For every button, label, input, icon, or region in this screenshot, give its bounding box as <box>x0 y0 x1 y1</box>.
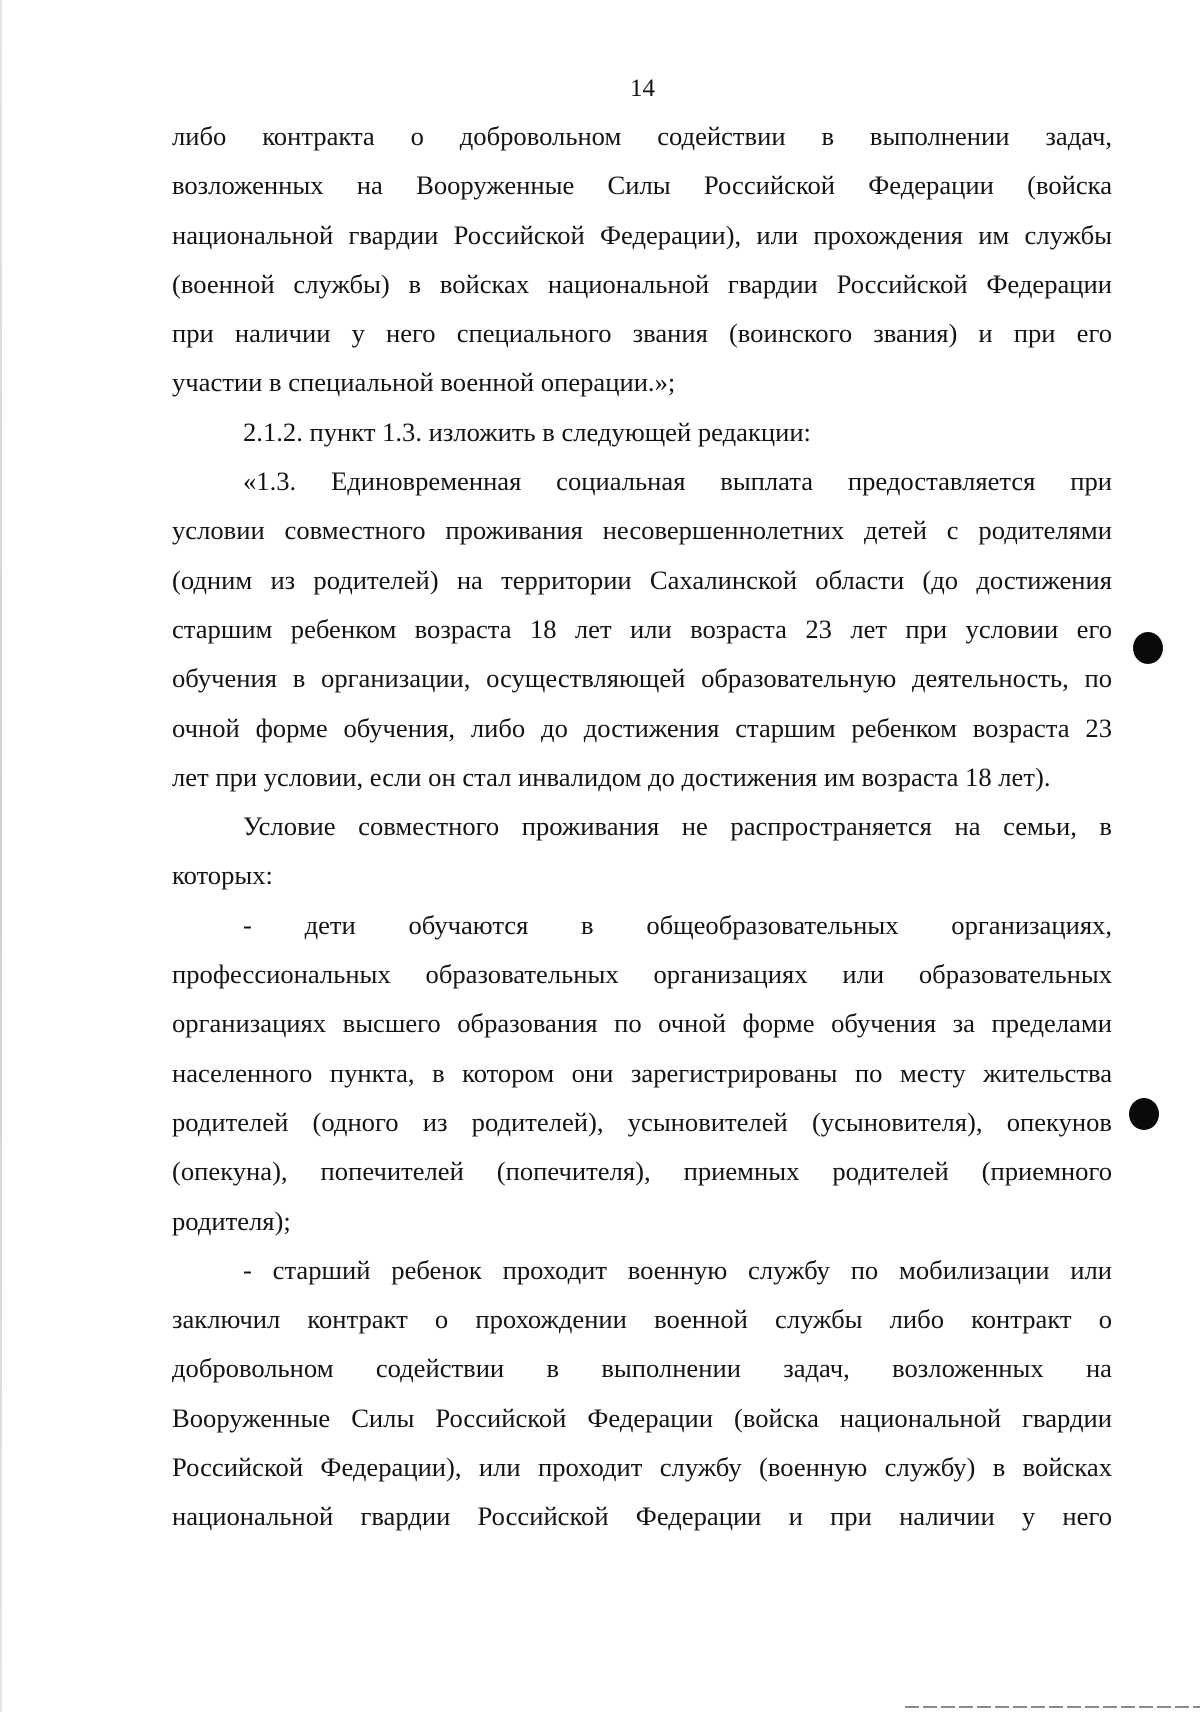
text-line: возложенных на Вооруженные Силы Российской Федерации (войска <box>172 170 1112 201</box>
text-line: участии в специальной военной операции.»; <box>172 367 676 398</box>
text-line: Условие совместного проживания не распространяется на семьи, в <box>243 811 1112 842</box>
text-line: Вооруженные Силы Российской Федерации (войска национальной гвардии <box>172 1402 1112 1433</box>
text-line: (военной службы) в войсках национальной гвардии Российской Федерации <box>172 268 1112 299</box>
scan-edge <box>0 0 2 1712</box>
text-line: профессиональных образовательных организациях или образовательных <box>172 959 1112 990</box>
text-line: которых: <box>172 860 273 891</box>
punch-hole <box>1129 1098 1159 1130</box>
text-line: заключил контракт о прохождении военной службы либо контракт о <box>172 1304 1112 1335</box>
list-item-children-studying <box>172 901 1112 1246</box>
text-line: 2.1.2. пункт 1.3. изложить в следующей редакции: <box>243 416 811 447</box>
text-line: старшим ребенком возраста 18 лет или возраста 23 лет при условии его <box>172 613 1112 644</box>
paragraph-condition <box>172 802 1112 901</box>
text-line: либо контракта о добровольном содействии в выполнении задач, <box>172 121 1112 151</box>
text-line: очной форме обучения, либо до достижения старшим ребенком возраста 23 <box>172 712 1112 743</box>
text-line: - старший ребенок проходит военную службу по мобилизации или <box>243 1254 1112 1285</box>
text-line: условии совместного проживания несовершеннолетних детей с родителями <box>172 515 1112 546</box>
text-line: (опекуна), попечителей (попечителя), приемных родителей (приемного <box>172 1156 1112 1187</box>
text-line: (одним из родителей) на территории Сахалинской области (до достижения <box>172 564 1112 595</box>
text-line: при наличии у него специального звания (воинского звания) и при его <box>172 318 1112 349</box>
scan-bottom-edge <box>905 1706 1200 1708</box>
list-item-military-service <box>172 1246 1112 1542</box>
text-line: родителей (одного из родителей), усыновителей (усыновителя), опекунов <box>172 1106 1112 1137</box>
paragraph-clause-2-1-2 <box>172 408 1112 457</box>
page-number: 14 <box>630 75 655 102</box>
text-line: Российской Федерации), или проходит службу (военную службу) в войсках <box>172 1452 1112 1483</box>
punch-hole <box>1133 632 1163 664</box>
text-line: обучения в организации, осуществляющей образовательную деятельность, по <box>172 663 1112 694</box>
paragraph-clause-1-3 <box>172 457 1112 802</box>
text-line: добровольном содействии в выполнении задач, возложенных на <box>172 1353 1112 1384</box>
text-line: «1.3. Единовременная социальная выплата предоставляется при <box>243 466 1112 497</box>
text-line: населенного пункта, в котором они зарегистрированы по месту жительства <box>172 1057 1112 1088</box>
text-line: национальной гвардии Российской Федерации и при наличии у него <box>172 1501 1112 1532</box>
text-line: лет при условии, если он стал инвалидом до достижения им возраста 18 лет). <box>172 761 1051 792</box>
text-line: родителя); <box>172 1205 291 1236</box>
text-line: - дети обучаются в общеобразовательных организациях, <box>243 909 1112 940</box>
paragraph-continuation <box>172 112 1112 408</box>
document-body <box>172 112 1112 1542</box>
text-line: организациях высшего образования по очной форме обучения за пределами <box>172 1008 1112 1039</box>
text-line: национальной гвардии Российской Федерации), или прохождения им службы <box>172 219 1112 250</box>
